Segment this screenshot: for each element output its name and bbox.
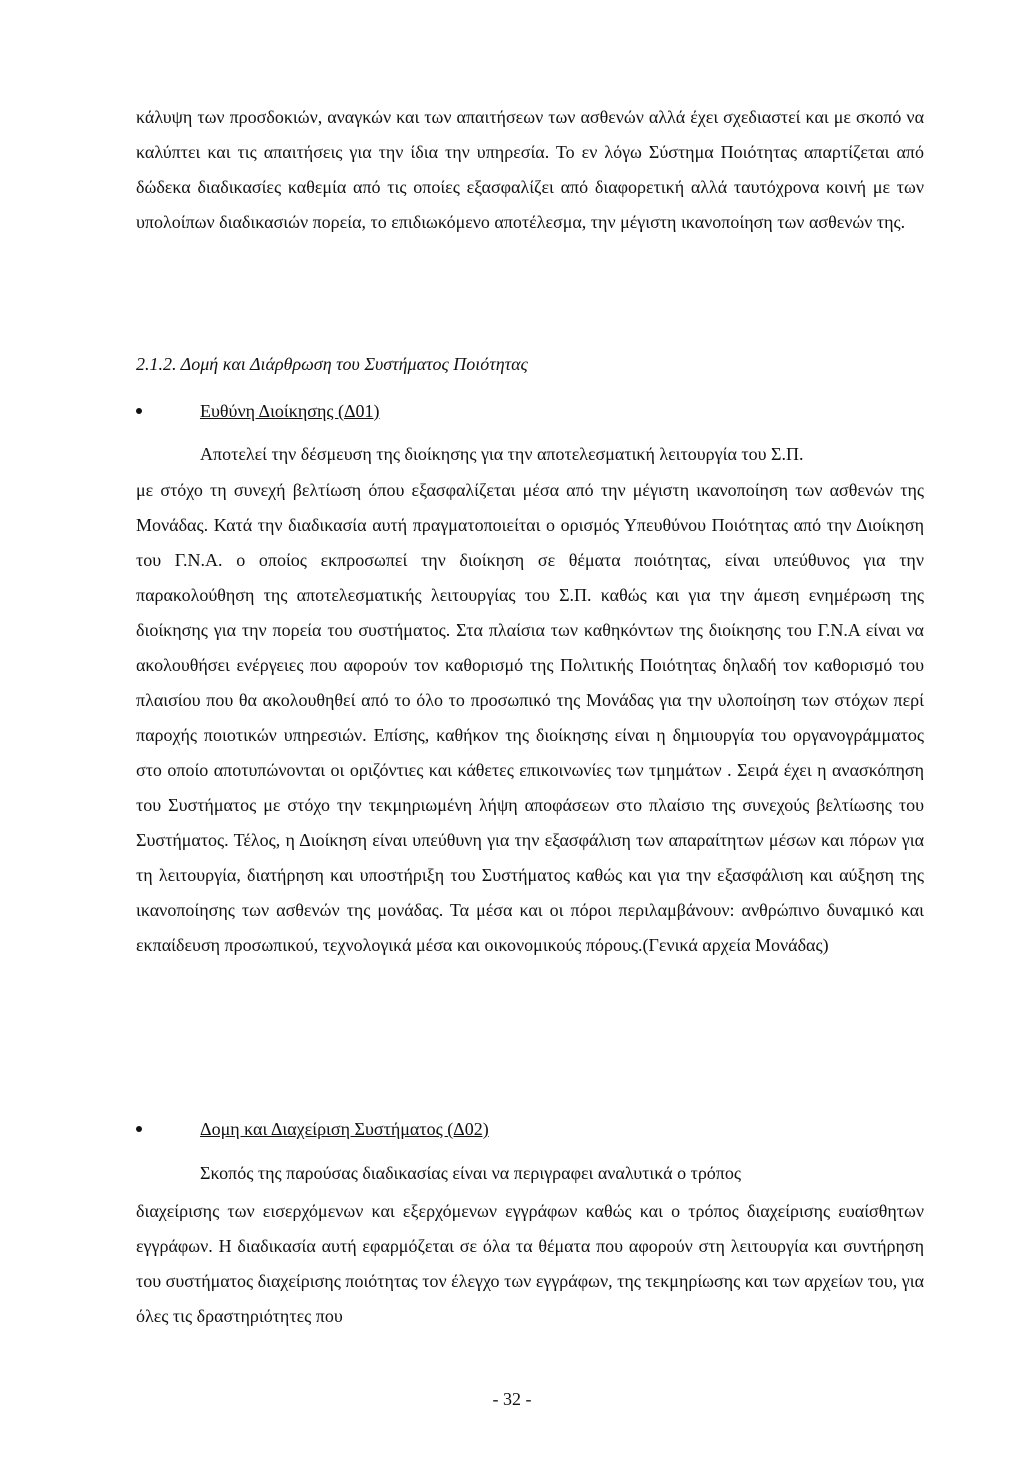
page-number: - 32 - (492, 1389, 532, 1409)
bullet-label: Ευθύνη Διοίκησης (Δ01) (200, 401, 380, 421)
paragraph-management-body: με στόχο τη συνεχή βελτίωση όπου εξασφαλίζεται μέσα από την μέγιστη ικανοποίηση των ασθενών της Μονάδας. Κατά την διαδικασία αυτή πραγματοποιείται ο ορισμός Υπευθύνου Ποιότητας από την Διοίκηση του Γ.Ν.Α. ο οποίος εκπροσωπεί την διοίκηση σε θέματα ποιότητας, είναι υπεύθυνος για την παρακολούθηση της αποτελεσματικής λειτουργίας του Σ.Π. καθώς και για την άμεση ενημέρωση της διοίκησης για την πορεία του συστήματος. Στα πλαίσια των καθηκόντων της διοίκησης του Γ.Ν.Α είναι να ακολουθήσει ενέργειες που αφορούν τον καθορισμό της Πολιτικής Ποιότητας δηλαδή τον καθορισμό του πλαισίου που θα ακολουθηθεί από το όλο το προσωπικό της Μονάδας για την υλοποίηση των στόχων περί παροχής ποιοτικών υπηρεσιών. Επίσης, καθήκον της διοίκησης είναι η δημιουργία του οργανογράμματος στο οποίο αποτυπώνονται οι οριζόντιες και κάθετες επικοινωνίες των τμημάτων . Σειρά έχει η ανασκόπηση του Συστήματος με στόχο την τεκμηριωμένη λήψη αποφάσεων στο πλαίσιο της συνεχούς βελτίωσης του Συστήματος. Τέλος, η Διοίκηση είναι υπεύθυνη για την εξασφάλιση των απαραίτητων μέσων και πόρων για τη λειτουργία, διατήρηση και υποστήριξη του Συστήματος καθώς και για την εξασφάλιση και αύξηση της ικανοποίησης των ασθενών της μονάδας. Τα μέσα και οι πόροι περιλαμβάνουν: ανθρώπινο δυναμικό και εκπαίδευση προσωπικού, τεχνολογικά μέσα και οικονομικούς πόρους.(Γενικά αρχεία Μονάδας) (136, 480, 924, 955)
bullet-item-management-responsibility (136, 396, 924, 426)
paragraph-management-first-line: Αποτελεί την δέσμευση της διοίκησης για την αποτελεσματική λειτουργία του Σ.Π. (200, 444, 804, 464)
paragraph-system-first-line: Σκοπός της παρούσας διαδικασίας είναι να περιγραφει αναλυτικά ο τρόπος (200, 1163, 742, 1183)
bullet-icon (136, 408, 142, 414)
section-heading: 2.1.2. Δομή και Διάρθρωση του Συστήματος Ποιότητας (136, 354, 528, 374)
bullet-icon (136, 1126, 142, 1132)
paragraph-intro: κάλυψη των προσδοκιών, αναγκών και των απαιτήσεων των ασθενών αλλά έχει σχεδιαστεί και με σκοπό να καλύπτει και τις απαιτήσεις για την ίδια την υπηρεσία. Το εν λόγω Σύστημα Ποιότητας απαρτίζεται από δώδεκα διαδικασίες καθεμία από τις οποίες εξασφαλίζει από διαφορετική αλλά ταυτόχρονα κοινή με των υπολοίπων διαδικασιών πορεία, το επιδιωκόμενο αποτέλεσμα, την μέγιστη ικανοποίηση των ασθενών της. (136, 107, 924, 232)
paragraph-system-body: διαχείρισης των εισερχόμενων και εξερχόμενων εγγράφων καθώς και ο τρόπος διαχείρισης ευαίσθητων εγγράφων. Η διαδικασία αυτή εφαρμόζεται σε όλα τα θέματα που αφορούν στη λειτουργία και συντήρηση του συστήματος διαχείρισης ποιότητας τον έλεγχο των εγγράφων, της τεκμηρίωσης και των αρχείων του, για όλες τις δραστηριότητες που (136, 1201, 924, 1326)
bullet-label: Δομη και Διαχείριση Συστήματος (Δ02) (200, 1119, 489, 1139)
bullet-item-system-structure (136, 1114, 924, 1144)
